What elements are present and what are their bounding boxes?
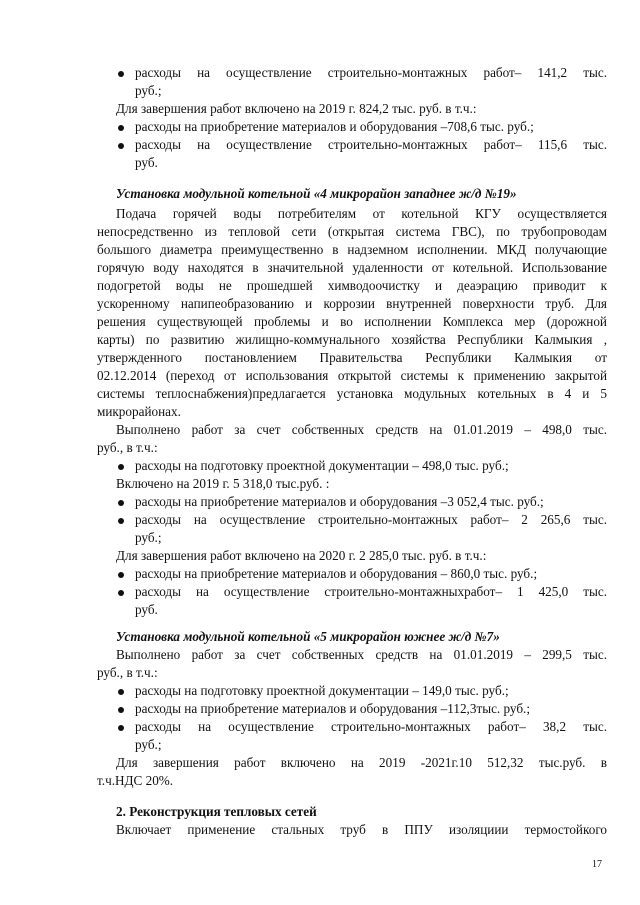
bullet-construction-cont: руб.	[135, 155, 158, 170]
included-text: Включено на 2019 г. 5 318,0 тыс.руб. :	[116, 476, 330, 491]
bullet-marker	[118, 725, 124, 731]
paragraph-line: ускоренному напипеобразованию и коррозии внутренней поверхности труб. Для	[97, 296, 607, 311]
bullet-marker	[118, 464, 124, 470]
bullet-materials: расходы на приобретение материалов и оборудования –112,3тыс. руб.;	[135, 701, 531, 716]
bullet-construction-line: расходы на осуществление строительно-монтажных работ– 115,6 тыс.	[135, 137, 607, 152]
paragraph-line: непосредственно из тепловой сети (открытая система ГВС), по трубопроводам	[97, 224, 607, 239]
bullet-construction-line: расходы на осуществление строительно-монтажныхработ– 1 425,0 тыс.	[135, 584, 607, 599]
paragraph-line: утвержденного постановлением Правительства Республики Калмыкия от	[97, 350, 607, 365]
completed-work-line: Выполнено работ за счет собственных средств на 01.01.2019 – 299,5 тыс.	[116, 647, 607, 662]
bullet-design-docs: расходы на подготовку проектной документации – 498,0 тыс. руб.;	[135, 458, 509, 473]
paragraph-line: решения существующей проблемы и во исполнении Комплекса мер (дорожной	[97, 314, 607, 329]
bullet-construction-cont: руб.;	[135, 530, 162, 545]
paragraph-line: Подача горячей воды потребителям от котельной КГУ осуществляется	[116, 206, 607, 221]
bullet-materials: расходы на приобретение материалов и оборудования –3 052,4 тыс. руб.;	[135, 494, 544, 509]
bullet-marker	[118, 518, 124, 524]
section-heading: Установка модульной котельной «5 микрорайон южнее ж/д №7»	[116, 629, 500, 644]
completion-text-cont: т.ч.НДС 20%.	[97, 773, 174, 788]
completed-work-cont: руб., в т.ч.:	[97, 665, 158, 680]
bullet-marker	[118, 125, 124, 131]
completed-work-line: Выполнено работ за счет собственных средств на 01.01.2019 – 498,0 тыс.	[116, 422, 607, 437]
completion-text: Для завершения работ включено на 2019 г. 824,2 тыс. руб. в т.ч.:	[116, 101, 477, 116]
completion-text: Для завершения работ включено на 2020 г. 2 285,0 тыс. руб. в т.ч.:	[116, 548, 487, 563]
bullet-marker	[118, 689, 124, 695]
paragraph-line: карты) по развитию жилищно-коммунального хозяйства Республики Калмыкия ,	[97, 332, 607, 347]
section-heading: 2. Реконструкция тепловых сетей	[116, 804, 317, 819]
bullet-marker	[118, 707, 124, 713]
paragraph-line: большого диаметра преимущественно в надземном исполнении. МКД получающие	[97, 242, 607, 257]
bullet-construction-cont: руб.	[135, 602, 158, 617]
bullet-materials: расходы на приобретение материалов и оборудования –708,6 тыс. руб.;	[135, 119, 534, 134]
bullet-marker	[118, 572, 124, 578]
bullet-construction-line: расходы на осуществление строительно-монтажных работ– 2 265,6 тыс.	[135, 512, 607, 527]
bullet-materials: расходы на приобретение материалов и оборудования – 860,0 тыс. руб.;	[135, 566, 538, 581]
bullet-construction-line: расходы на осуществление строительно-монтажных работ– 141,2 тыс.	[135, 65, 607, 80]
bullet-construction-cont: руб.;	[135, 737, 162, 752]
paragraph-line: Включает применение стальных труб в ППУ изоляциии термостойкого	[116, 822, 607, 837]
paragraph-line: подогретой воды не прошедшей химводоочистку и деаэрацию приводит к	[97, 278, 607, 293]
completed-work-cont: руб., в т.ч.:	[97, 440, 158, 455]
bullet-marker	[118, 143, 124, 149]
bullet-construction-line: расходы на осуществление строительно-монтажных работ– 38,2 тыс.	[135, 719, 607, 734]
completion-text-line: Для завершения работ включено на 2019 -2021г.10 512,32 тыс.руб. в	[116, 755, 607, 770]
bullet-marker	[118, 71, 124, 77]
page-number: 17	[592, 859, 602, 870]
bullet-marker	[118, 590, 124, 596]
bullet-design-docs: расходы на подготовку проектной документации – 149,0 тыс. руб.;	[135, 683, 509, 698]
paragraph-line: микрорайонах.	[97, 404, 181, 419]
bullet-marker	[118, 500, 124, 506]
paragraph-line: 02.12.2014 (переход от использования открытой системы к применению закрытой	[97, 368, 607, 383]
paragraph-line: горячую воду находятся в значительной удаленности от котельной. Использование	[97, 260, 607, 275]
section-heading: Установка модульной котельной «4 микрорайон западнее ж/д №19»	[116, 186, 517, 201]
paragraph-line: системы теплоснабжения)предлагается установка модульных котельных в 4 и 5	[97, 386, 607, 401]
bullet-construction-cont: руб.;	[135, 83, 162, 98]
